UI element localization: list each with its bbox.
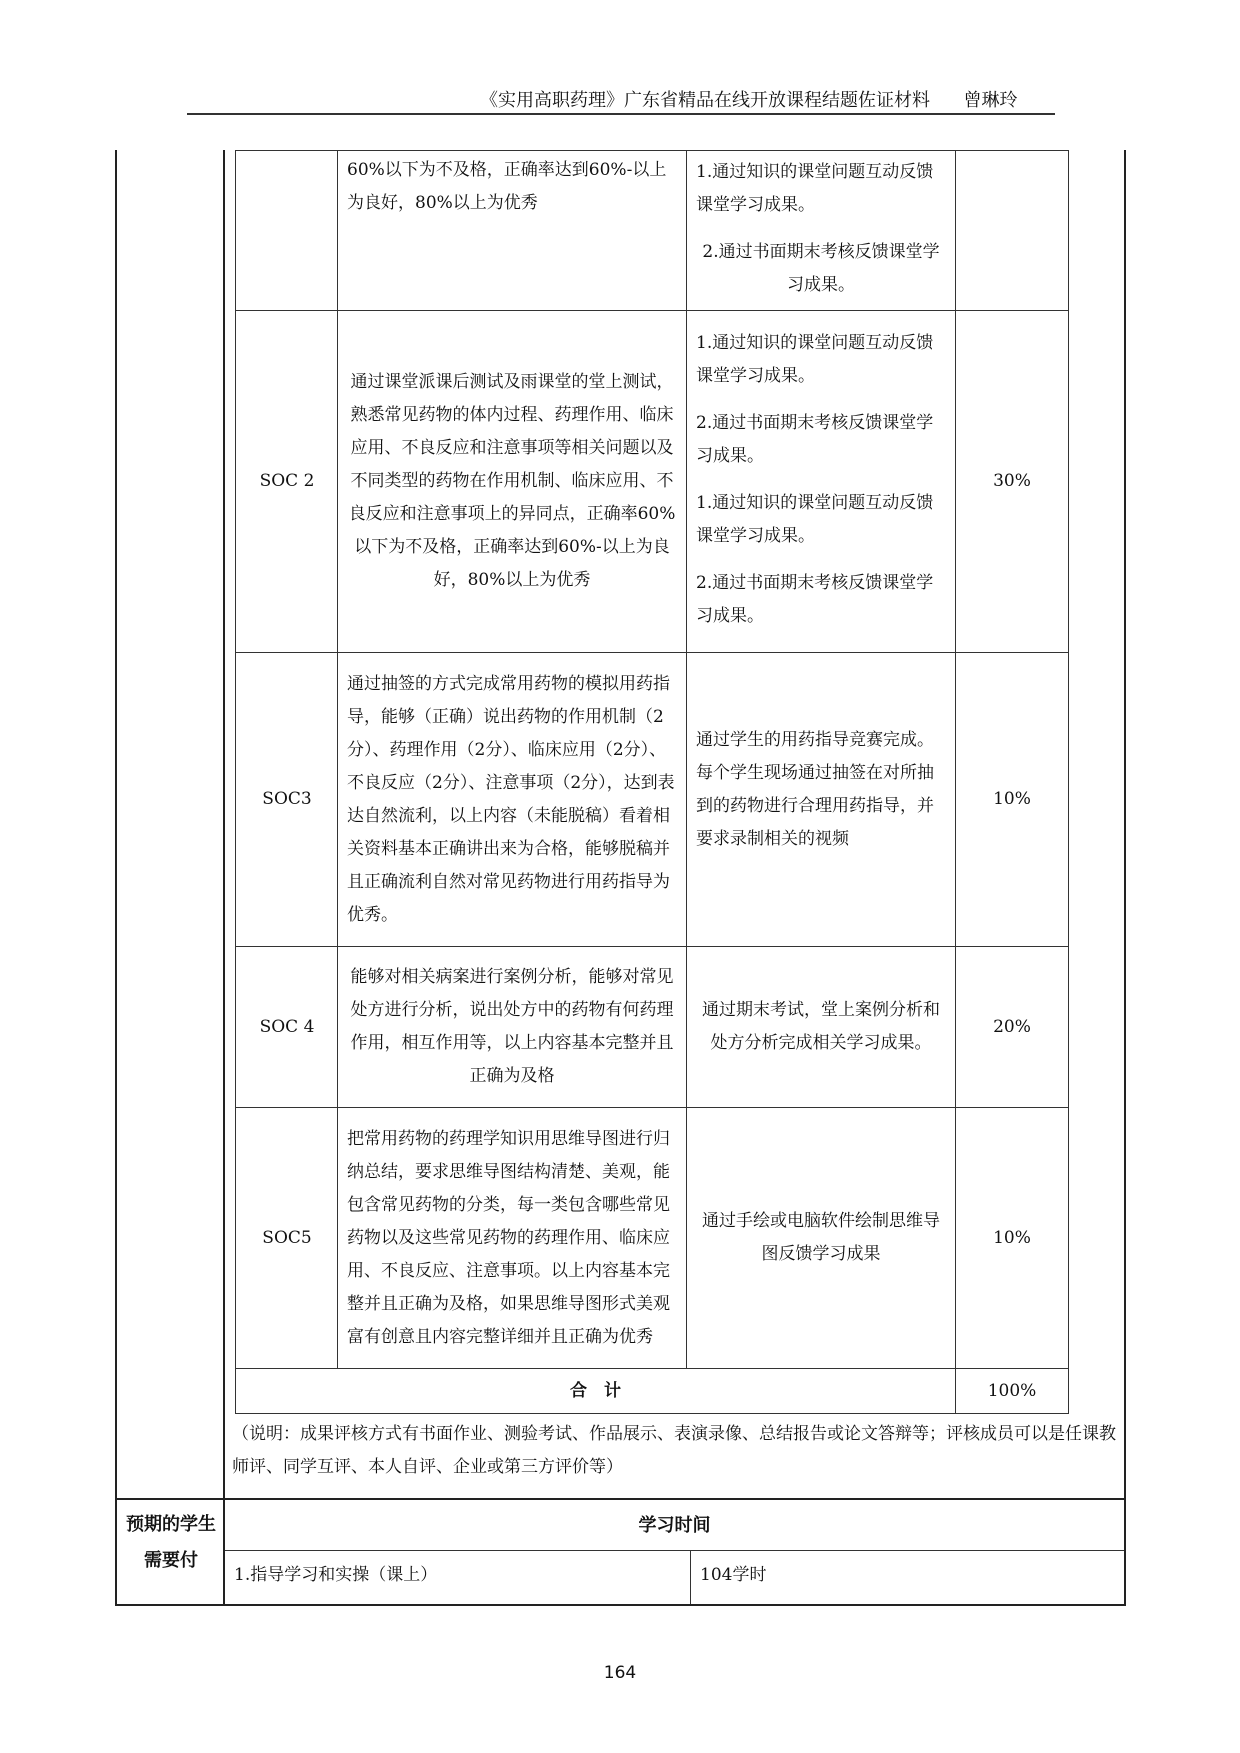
total-value: 100%: [987, 1380, 1037, 1401]
inner-left-border: [235, 150, 236, 1414]
method-text: 2.通过书面期末考核反馈课堂学习成果。: [696, 413, 934, 466]
soc-label: SOC5: [262, 1227, 312, 1248]
study-time-title-text: 学习时间: [638, 1515, 711, 1536]
table-row: [347, 154, 677, 220]
criteria-text: 把常用药物的药理学知识用思维导图进行归纳总结，要求思维导图结构清楚、美观，能包含常见药物的分类，每一类包含哪些常见药物以及这些常见药物的药理作用、临床应用、不良反应、注意事项。以上内容基本完整并且正确为及格，如果思维导图形式美观富有创意且内容完整详细并且正确为优秀: [347, 1128, 670, 1347]
soc-cell: [237, 653, 337, 946]
method-text: 通过学生的用药指导竞赛完成。每个学生现场通过抽签在对所抽到的药物进行合理用药指导，并要求录制相关的视频: [696, 729, 934, 849]
weight-cell: [956, 947, 1068, 1107]
criteria-cell: [347, 1108, 677, 1368]
criteria-text: 通过抽签的方式完成常用药物的模拟用药指导，能够（正确）说出药物的作用机制（2分）、药理作用（2分）、临床应用（2分）、不良反应（2分）、注意事项（2分），达到表达自然流利，以上内容（未能脱稿）看着相关资料基本正确讲出来为合格，能够脱稿并且正确流利自然对常见药物进行用药指导为优秀。: [347, 673, 675, 925]
study-time-title: [225, 1499, 1124, 1549]
weight-cell: [956, 311, 1068, 652]
criteria-text: 能够对相关病案进行案例分析，能够对常见处方进行分析，说出处方中的药物有何药理作用，相互作用等，以上内容基本完整并且正确为及格: [350, 967, 674, 1086]
soc-label: SOC3: [262, 789, 312, 809]
study-item-value: [700, 1559, 1100, 1592]
note-text: （说明：成果评核方式有书面作业、测验考试、作品展示、表演录像、总结报告或论文答辩等；评核成员可以是任课教师评、同学互评、本人自评、企业或第三方评价等）: [232, 1424, 1116, 1477]
study-item-value-text: 104学时: [700, 1565, 767, 1585]
row-line: [225, 1550, 1124, 1551]
method-text: 2.通过书面期末考核反馈课堂学习成果。: [696, 573, 934, 626]
label-column-border: [223, 150, 225, 1605]
page-number-text: 164: [603, 1663, 637, 1683]
method-cell: [696, 156, 946, 302]
soc-label: SOC 4: [259, 1016, 315, 1037]
total-label: 合 计: [570, 1380, 621, 1401]
weight-value: 30%: [993, 471, 1031, 491]
outer-right-border: [1124, 150, 1126, 1605]
method-cell: [696, 1108, 946, 1368]
method-cell: [696, 327, 946, 633]
soc-cell: [237, 947, 337, 1107]
soc-cell: [237, 311, 337, 652]
method-text: 通过期末考试，堂上案例分析和处方分析完成相关学习成果。: [702, 1000, 940, 1053]
weight-cell: [956, 653, 1068, 946]
page-number: [600, 1663, 640, 1683]
row-line: [235, 1413, 1068, 1414]
method-cell: [696, 947, 946, 1107]
outer-bottom-border: [115, 1604, 1126, 1606]
total-value-cell: [956, 1369, 1068, 1413]
method-text: 1.通过知识的课堂问题互动反馈课堂学习成果。: [696, 493, 934, 546]
header-rule: [187, 113, 1055, 115]
bottom-left-label: [124, 1507, 218, 1579]
method-text: 2.通过书面期末考核反馈课堂学习成果。: [702, 242, 940, 295]
weight-cell: [956, 1108, 1068, 1368]
bottom-col-border: [690, 1550, 691, 1604]
header-title: 《实用高职药理》广东省精品在线开放课程结题佐证材料: [480, 90, 930, 111]
soc-cell: [237, 1108, 337, 1368]
criteria-col-border: [686, 150, 687, 1368]
study-item-label-text: 1.指导学习和实操（课上）: [234, 1565, 438, 1585]
total-label-cell: [236, 1369, 955, 1413]
bottom-label-text: 预期的学生需要付: [126, 1514, 216, 1571]
criteria-cell: [347, 311, 677, 652]
soc-col-border: [337, 150, 338, 1368]
header-author: 曾琳玲: [963, 90, 1018, 111]
method-text: 通过手绘或电脑软件绘制思维导图反馈学习成果: [702, 1211, 940, 1264]
method-text: 1.通过知识的课堂问题互动反馈课堂学习成果。: [696, 162, 934, 215]
page-header: [480, 86, 1060, 112]
criteria-cell: [347, 947, 677, 1107]
outer-left-border: [115, 150, 117, 1605]
criteria-text: 通过课堂派课后测试及雨课堂的堂上测试，熟悉常见药物的体内过程、药理作用、临床应用、不良反应和注意事项等相关问题以及不同类型的药物在作用机制、临床应用、不良反应和注意事项上的异同点，正确率60%以下为不及格，正确率达到60%-以上为良好，80%以上为优秀: [348, 372, 676, 590]
criteria-text: 60%以下为不及格，正确率达到60%-以上为良好，80%以上为优秀: [347, 160, 667, 213]
weight-value: 10%: [993, 1227, 1031, 1248]
assessment-note: [232, 1418, 1117, 1484]
study-item-label: [234, 1559, 684, 1592]
row-line: [235, 150, 1068, 151]
soc-label: SOC 2: [259, 471, 315, 491]
inner-right-border: [1068, 150, 1069, 1414]
method-text: 1.通过知识的课堂问题互动反馈课堂学习成果。: [696, 333, 934, 386]
method-cell: [696, 653, 946, 946]
criteria-cell: [347, 653, 677, 946]
weight-value: 20%: [993, 1016, 1031, 1037]
weight-value: 10%: [993, 789, 1031, 809]
